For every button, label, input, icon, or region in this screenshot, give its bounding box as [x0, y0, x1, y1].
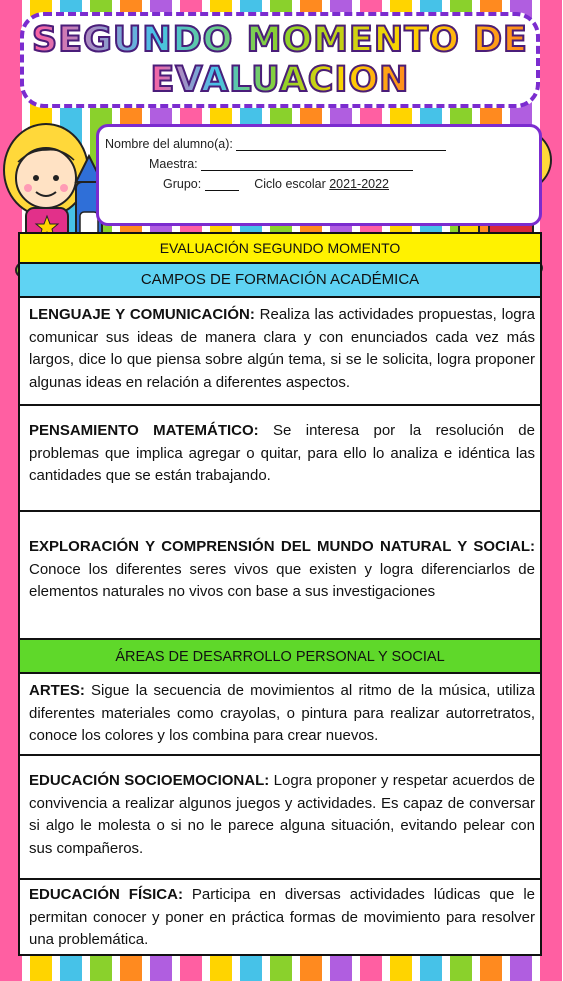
artes-heading: ARTES:: [29, 682, 85, 699]
divider: [20, 404, 540, 406]
teacher-row: [149, 157, 413, 171]
cycle-label: Ciclo escolar: [254, 177, 326, 191]
section-exploracion: [29, 536, 535, 604]
header-personal-social: ÁREAS DE DESARROLLO PERSONAL Y SOCIAL: [20, 638, 540, 674]
student-name-field[interactable]: [236, 138, 446, 151]
group-field[interactable]: [205, 178, 239, 191]
group-label: Grupo:: [163, 177, 202, 191]
section-pensamiento: [29, 420, 535, 488]
divider: [20, 754, 540, 756]
cycle-value: 2021-2022: [329, 177, 390, 191]
fisica-text: Participa en diversas actividades lúdicas que le permitan conocer y poner en práctica formas de movimiento para resolver una problemática.: [29, 886, 536, 948]
exploracion-text: Conoce los diferentes seres vivos que existen y logra diferenciarlos de elementos naturales no vivos con base a sus investigaciones: [29, 560, 535, 600]
student-info-box: [96, 124, 542, 226]
section-lenguaje: [29, 304, 535, 394]
evaluation-table: [18, 232, 542, 956]
group-row: [163, 177, 389, 191]
section-artes: [29, 680, 535, 748]
teacher-label: Maestra:: [149, 157, 198, 171]
lenguaje-heading: LENGUAJE Y COMUNICACIÓN:: [29, 306, 255, 323]
lenguaje-text: Realiza las actividades propuestas, logra comunicar sus ideas de manera clara y con enunciados cada vez más largos, dice lo que piensa sobre algún tema, si se le solicita, logra proponer algunas ideas en relación a diferentes aspectos.: [29, 306, 535, 391]
student-name-row: [105, 137, 446, 151]
header-evaluation: EVALUACIÓN SEGUNDO MOMENTO: [20, 234, 540, 264]
student-name-label: Nombre del alumno(a):: [105, 137, 233, 151]
teacher-field[interactable]: [201, 158, 413, 171]
section-socioemocional: [29, 770, 535, 860]
title-line-2: EVALUACION: [150, 60, 410, 100]
divider: [20, 878, 540, 880]
title-banner: [20, 12, 540, 108]
divider: [20, 510, 540, 512]
artes-text: Sigue la secuencia de movimientos al ritmo de la música, utiliza diferentes materiales como crayolas, o pintura para realizar autorretratos, conoce los colores y los combina para crear nuevos.: [29, 682, 535, 744]
fisica-heading: EDUCACIÓN FÍSICA:: [29, 886, 183, 903]
header-academic-fields: CAMPOS DE FORMACIÓN ACADÉMICA: [20, 264, 540, 298]
section-fisica: [29, 884, 535, 952]
pensamiento-text: Se interesa por la resolución de problemas que implica agregar o quitar, para ello lo analiza e idéntica las cantidades que se están trabajando.: [29, 422, 535, 484]
socioemocional-text: Logra proponer y respetar acuerdos de convivencia a realizar algunos juegos y actividades. Es capaz de conversar si algo le molesta o si no le parece alguna situación, evitando pelear con sus compañeros.: [29, 772, 536, 857]
title-line-1: SEGUNDO MOMENTO DE: [32, 20, 528, 60]
socioemocional-heading: EDUCACIÓN SOCIOEMOCIONAL:: [29, 772, 270, 789]
pensamiento-heading: PENSAMIENTO MATEMÁTICO:: [29, 422, 259, 439]
exploracion-heading: EXPLORACIÓN Y COMPRENSIÓN DEL MUNDO NATURAL Y SOCIAL:: [29, 538, 535, 555]
